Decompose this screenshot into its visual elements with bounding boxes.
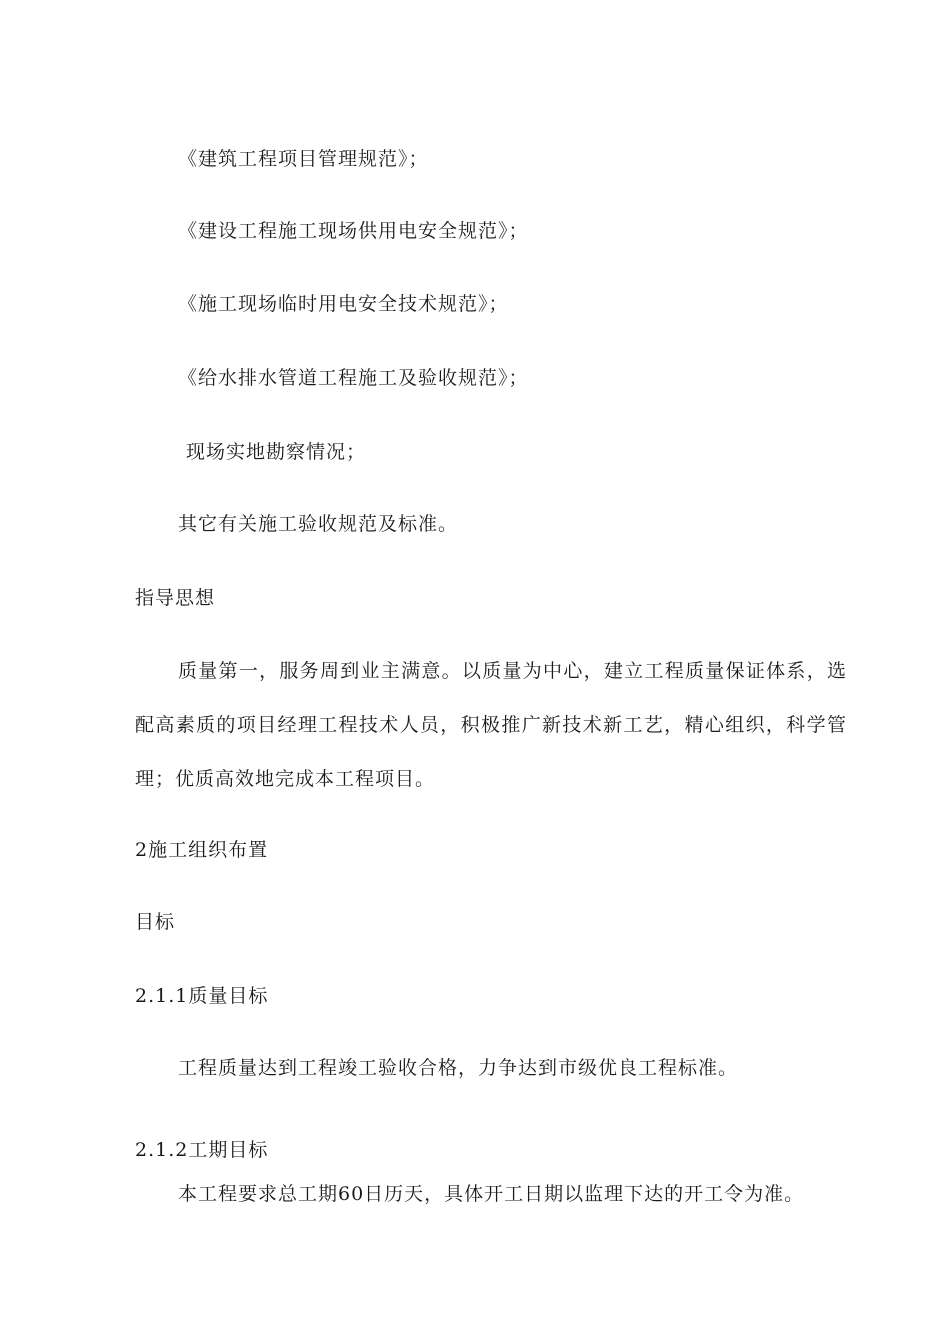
- reference-item: 《给水排水管道工程施工及验收规范》；: [178, 367, 529, 389]
- quality-goal-heading: 2.1.1质量目标: [135, 985, 269, 1007]
- section-heading: 2施工组织布置: [135, 839, 269, 861]
- site-survey-item: 现场实地勘察情况；: [186, 441, 367, 463]
- reference-item: 《建筑工程项目管理规范》；: [178, 148, 429, 170]
- schedule-goal-text: 本工程要求总工期60日历天，具体开工日期以监理下达的开工令为准。: [178, 1183, 805, 1205]
- reference-item: 《建设工程施工现场供用电安全规范》；: [178, 220, 529, 242]
- other-standards-item: 其它有关施工验收规范及标准。: [178, 513, 459, 535]
- quality-goal-text: 工程质量达到工程竣工验收合格，力争达到市级优良工程标准。: [178, 1057, 739, 1079]
- goals-heading: 目标: [135, 911, 176, 933]
- guiding-paragraph: 质量第一，服务周到业主满意。以质量为中心，建立工程质量保证体系，选配高素质的项目经理工程技术人员，积极推广新技术新工艺，精心组织，科学管理；优质高效地完成本工程项目。: [135, 660, 847, 790]
- schedule-goal-heading: 2.1.2工期目标: [135, 1139, 269, 1161]
- guiding-heading: 指导思想: [135, 587, 216, 609]
- reference-item: 《施工现场临时用电安全技术规范》；: [178, 293, 509, 315]
